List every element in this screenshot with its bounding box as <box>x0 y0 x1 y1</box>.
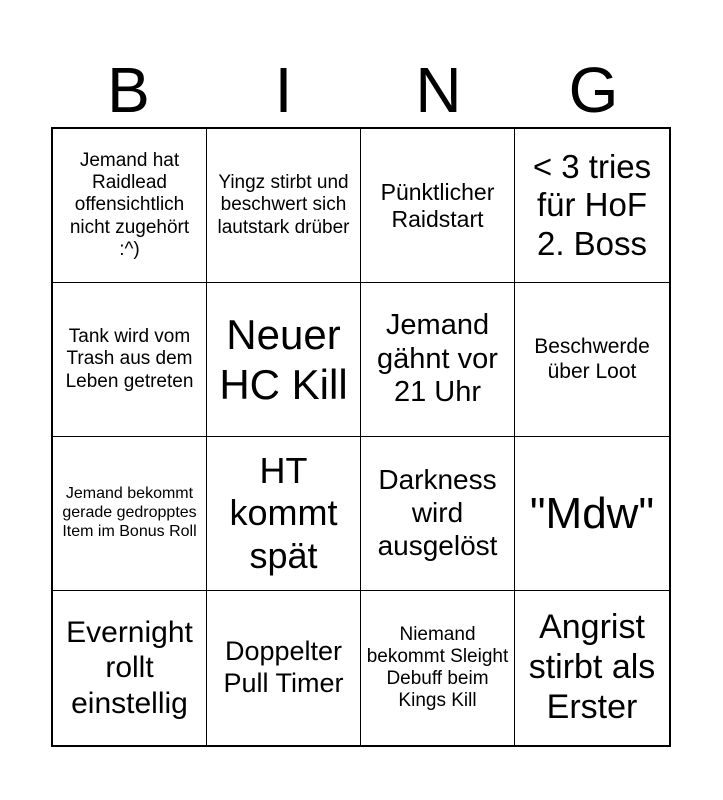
bingo-cell[interactable]: Evernight rollt einstellig <box>53 591 207 745</box>
bingo-cell[interactable]: Beschwerde über Loot <box>515 283 669 437</box>
bingo-cell[interactable]: Tank wird vom Trash aus dem Leben getreten <box>53 283 207 437</box>
header-letter-b: B <box>107 53 150 126</box>
header-letter-n: N <box>415 53 462 126</box>
bingo-cell[interactable]: Jemand bekommt gerade gedropptes Item im Bonus Roll <box>53 437 207 591</box>
bingo-cell[interactable]: Angrist stirbt als Erster <box>528 608 656 726</box>
bingo-cell[interactable]: < 3 tries für HoF 2. Boss <box>515 129 669 283</box>
bingo-cell[interactable]: Darkness wird ausgelöst <box>361 437 515 591</box>
bingo-cell[interactable]: Doppelter Pull Timer <box>207 591 361 745</box>
bingo-header <box>51 52 671 127</box>
bingo-cell[interactable]: HT kommt spät <box>207 437 361 591</box>
header-letter-g: G <box>568 53 619 126</box>
bingo-grid <box>51 127 671 747</box>
bingo-cell[interactable]: Niemand bekommt Sleight Debuff beim Kings Kill <box>361 591 515 745</box>
bingo-cell[interactable]: Neuer HC Kill <box>207 283 361 437</box>
bingo-cell[interactable]: Yingz stirbt und beschwert sich lautstark drüber <box>207 129 361 283</box>
bingo-cell[interactable]: Pünktlicher Raidstart <box>361 129 515 283</box>
bingo-cell[interactable]: Jemand gähnt vor 21 Uhr <box>361 283 515 437</box>
bingo-cell[interactable]: Jemand hat Raidlead offensichtlich nicht zugehört :^) <box>53 129 207 283</box>
header-letter-i: I <box>274 53 293 126</box>
bingo-cell[interactable]: "Mdw" <box>515 437 669 591</box>
